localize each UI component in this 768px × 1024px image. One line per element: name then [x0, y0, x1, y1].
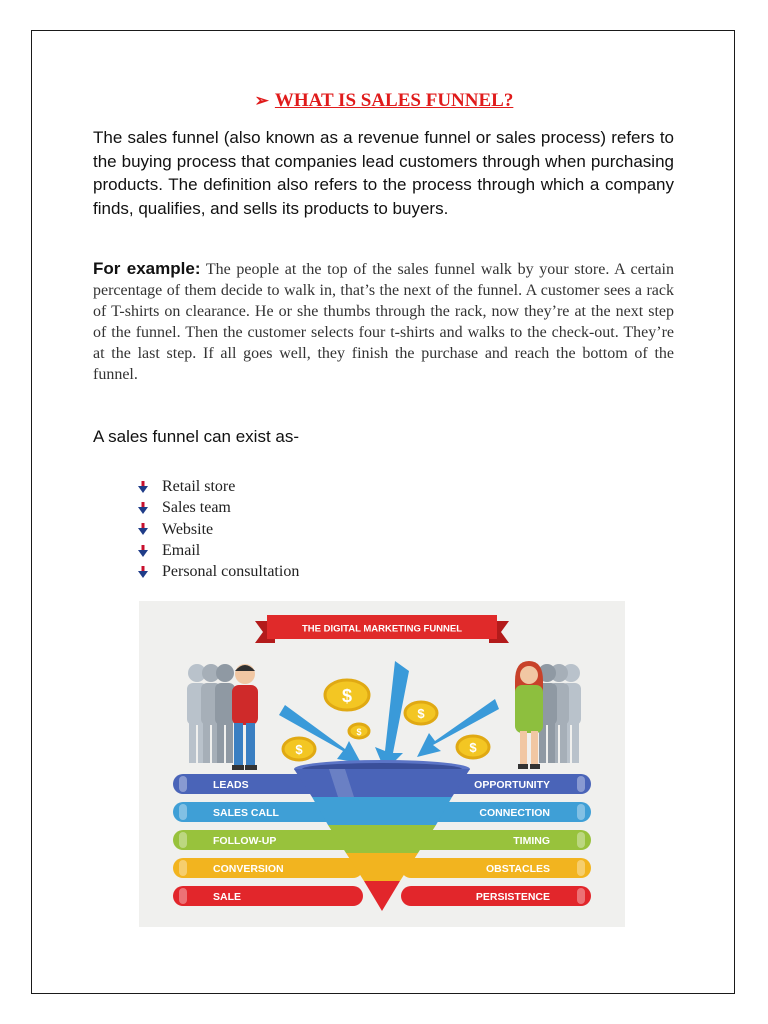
people-left-icon — [187, 664, 258, 770]
example-label: For example: — [93, 259, 201, 278]
list-item: Retail store — [138, 476, 299, 497]
example-paragraph — [93, 258, 674, 385]
stage-label-right: CONNECTION — [479, 807, 550, 819]
stage-label-left: SALES CALL — [213, 807, 279, 819]
intro-paragraph: The sales funnel (also known as a revenue funnel or sales process) refers to the buying process that companies lead customers through when purchasing products. The definition also refers to the process through which a company finds, qualifies, and sells its products to buyers. — [93, 128, 674, 218]
svg-text:$: $ — [295, 742, 303, 757]
banner-title: THE DIGITAL MARKETING FUNNEL — [301, 623, 463, 635]
stage-label-left: CONVERSION — [213, 863, 284, 875]
stage-label-right: OPPORTUNITY — [474, 779, 550, 791]
down-arrow-bullet-icon — [138, 523, 148, 535]
down-arrow-bullet-icon — [138, 566, 148, 578]
svg-text:$: $ — [469, 740, 477, 755]
svg-text:$: $ — [417, 706, 425, 721]
stage-label-right: PERSISTENCE — [475, 891, 550, 903]
stage-label-right: OBSTACLES — [486, 863, 550, 875]
page-title — [0, 90, 768, 112]
svg-text:$: $ — [341, 686, 353, 706]
stage-label-left: SALE — [213, 891, 242, 903]
title-text: WHAT IS SALES FUNNEL? — [274, 90, 514, 111]
list-item: Website — [138, 519, 299, 540]
down-arrow-bullet-icon — [138, 502, 148, 514]
people-right-icon — [515, 661, 581, 769]
list-item: Email — [138, 540, 299, 561]
list-item: Personal consultation — [138, 561, 299, 582]
list-item: Sales team — [138, 497, 299, 518]
down-arrow-bullet-icon — [138, 481, 148, 493]
bullet-list — [138, 476, 299, 582]
exist-intro: A sales funnel can exist as- — [93, 427, 300, 446]
svg-text:$: $ — [356, 727, 362, 737]
stage-label-left: FOLLOW-UP — [213, 835, 277, 847]
funnel-infographic — [139, 601, 625, 927]
stage-label-left: LEADS — [213, 779, 249, 791]
left-stage-labels — [213, 779, 284, 903]
banner — [255, 615, 509, 643]
example-text: The people at the top of the sales funnel walk by your store. A certain percentage of them decide to walk in, that’s the next of the funnel. A customer sees a rack of T-shirts on clearance. He or she thumbs through the rack, now they’re at the next step of the funnel. Then the customer selects four t-shirts and walks to the check-out. They’re at the last step. If all goes well, they finish the purchase and reach the bottom of the funnel. — [93, 261, 674, 383]
stage-label-right: TIMING — [513, 835, 550, 847]
arrow-bullet-icon: ➢ — [254, 91, 269, 110]
down-arrow-bullet-icon — [138, 545, 148, 557]
